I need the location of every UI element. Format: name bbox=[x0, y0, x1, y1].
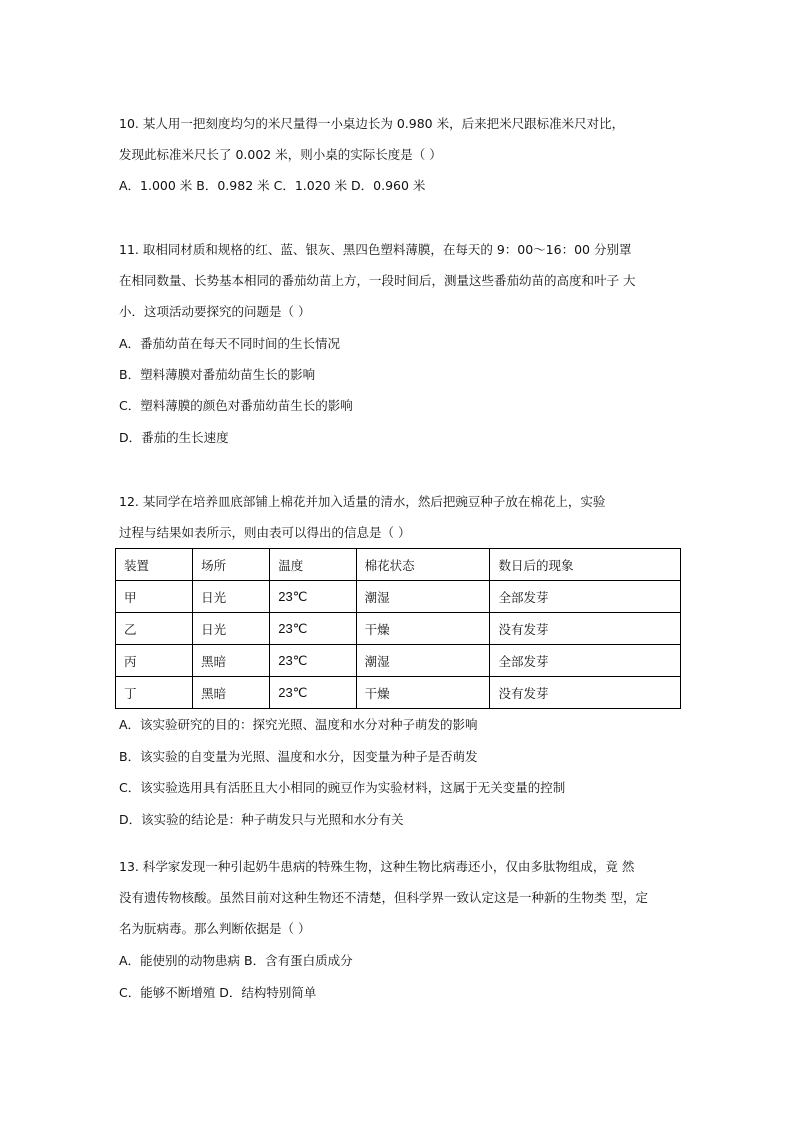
table-cell: 没有发芽 bbox=[490, 677, 681, 709]
q11-option-d: D．番茄的生长速度 bbox=[119, 430, 229, 445]
table-header-cell: 装置 bbox=[116, 549, 193, 581]
table-cell: 潮湿 bbox=[356, 581, 490, 613]
table-cell: 丁 bbox=[116, 677, 193, 709]
q11-option-c: C．塑料薄膜的颜色对番茄幼苗生长的影响 bbox=[119, 398, 353, 413]
q10-stem-line1: 10. 某人用一把刻度均匀的米尺量得一小桌边长为 0.980 米，后来把米尺跟标准米尺对比， bbox=[119, 116, 625, 131]
table-cell: 黑暗 bbox=[193, 645, 270, 677]
q11-option-b: B．塑料薄膜对番茄幼苗生长的影响 bbox=[119, 367, 316, 382]
table-header-cell: 棉花状态 bbox=[356, 549, 490, 581]
q12-option-b: B．该实验的自变量为光照、温度和水分，因变量为种子是否萌发 bbox=[119, 749, 478, 764]
table-cell: 日光 bbox=[193, 613, 270, 645]
table-header-cell: 温度 bbox=[270, 549, 356, 581]
table-header-cell: 场所 bbox=[193, 549, 270, 581]
q10-options: A．1.000 米 B．0.982 米 C．1.020 米 D．0.960 米 bbox=[119, 178, 426, 193]
table-row bbox=[116, 613, 681, 645]
q13-stem-line3: 名为朊病毒。那么判断依据是（ ） bbox=[119, 921, 311, 936]
table-cell: 没有发芽 bbox=[490, 613, 681, 645]
q12-option-a: A．该实验研究的目的：探究光照、温度和水分对种子萌发的影响 bbox=[119, 717, 478, 732]
q12-option-d: D．该实验的结论是：种子萌发只与光照和水分有关 bbox=[119, 812, 404, 827]
q11-stem-line1: 11. 取相同材质和规格的红、蓝、银灰、黑四色塑料薄膜，在每天的 9：00～16：00 分别罩 bbox=[119, 242, 632, 257]
q11-option-a: A．番茄幼苗在每天不同时间的生长情况 bbox=[119, 336, 341, 351]
table-cell: 乙 bbox=[116, 613, 193, 645]
q11-stem-line3: 小．这项活动要探究的问题是（ ） bbox=[119, 304, 311, 319]
q11-stem-line2: 在相同数量、长势基本相同的番茄幼苗上方，一段时间后，测量这些番茄幼苗的高度和叶子 大 bbox=[119, 273, 636, 288]
q13-stem-line2: 没有遗传物核酸。虽然目前对这种生物还不清楚，但科学界一致认定这是一种新的生物类 型，定 bbox=[119, 890, 648, 905]
table-row bbox=[116, 581, 681, 613]
q10-stem-line2: 发现此标准米尺长了 0.002 米，则小桌的实际长度是（ ） bbox=[119, 147, 442, 162]
table-cell: 干燥 bbox=[356, 613, 490, 645]
table-cell: 23℃ bbox=[270, 581, 356, 613]
table-row bbox=[116, 677, 681, 709]
q12-stem-line1: 12. 某同学在培养皿底部铺上棉花并加入适量的清水，然后把豌豆种子放在棉花上，实验 bbox=[119, 494, 606, 509]
table-header-cell: 数日后的现象 bbox=[490, 549, 681, 581]
table-cell: 全部发芽 bbox=[490, 581, 681, 613]
table-cell: 甲 bbox=[116, 581, 193, 613]
table-cell: 干燥 bbox=[356, 677, 490, 709]
q12-stem-line2: 过程与结果如表所示，则由表可以得出的信息是（ ） bbox=[119, 525, 411, 540]
table-cell: 潮湿 bbox=[356, 645, 490, 677]
table-cell: 23℃ bbox=[270, 613, 356, 645]
table-cell: 丙 bbox=[116, 645, 193, 677]
table-cell: 黑暗 bbox=[193, 677, 270, 709]
table-cell: 23℃ bbox=[270, 677, 356, 709]
table-header-row bbox=[116, 549, 681, 581]
q13-options-cd: C．能够不断增殖 D．结构特别简单 bbox=[119, 985, 317, 1000]
experiment-table bbox=[115, 548, 681, 709]
q13-stem-line1: 13. 科学家发现一种引起奶牛患病的特殊生物，这种生物比病毒还小，仅由多肽物组成，竟 然 bbox=[119, 859, 635, 874]
table-cell: 日光 bbox=[193, 581, 270, 613]
q12-option-c: C．该实验选用具有活胚且大小相同的豌豆作为实验材料，这属于无关变量的控制 bbox=[119, 780, 566, 795]
table-row bbox=[116, 645, 681, 677]
table-cell: 23℃ bbox=[270, 645, 356, 677]
table-cell: 全部发芽 bbox=[490, 645, 681, 677]
q13-options-ab: A．能使别的动物患病 B．含有蛋白质成分 bbox=[119, 953, 353, 968]
